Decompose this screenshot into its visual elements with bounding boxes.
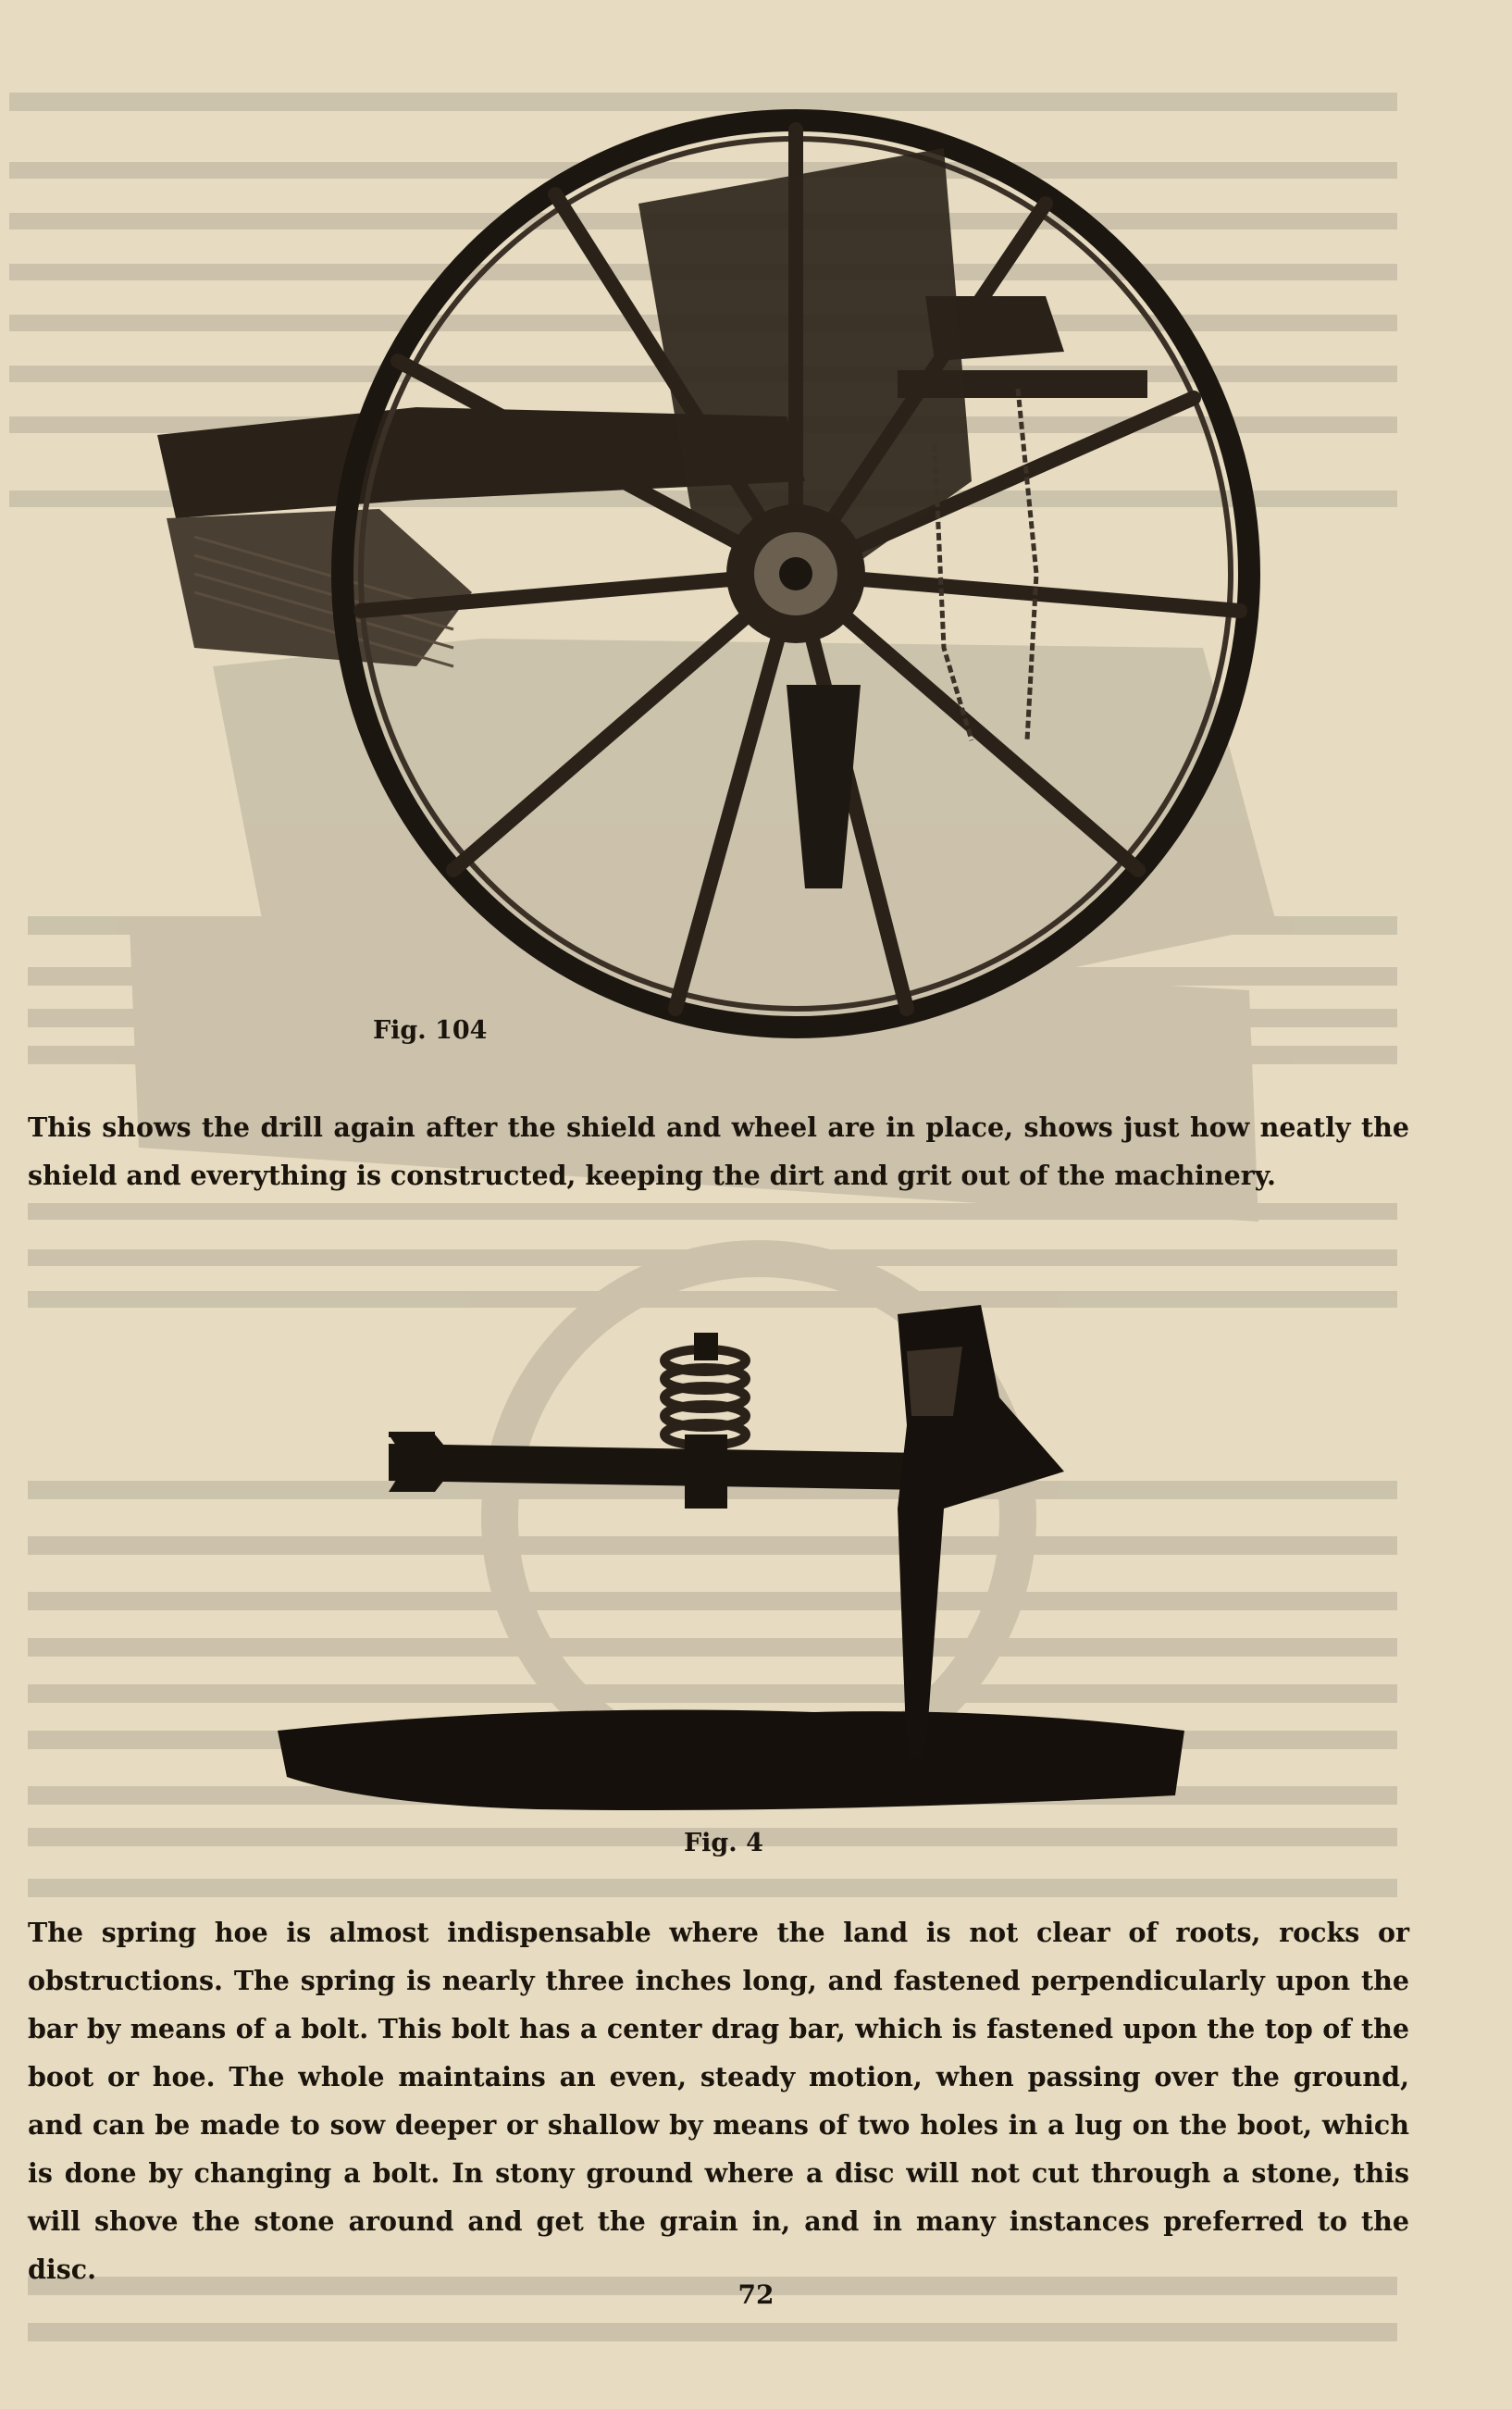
figure-104-caption: Fig. 104 [373,1016,488,1045]
figure-104-description: This shows the drill again after the shield and wheel are in place, shows just how neatly the shield and everything is constructed, keeping the dirt and grit out of the machinery. [28,1111,1409,1191]
figure-4-caption: Fig. 4 [684,1829,763,1857]
drill-wheel-illustration [139,93,1268,1055]
spring-hoe-description: The spring hoe is almost indispensable where the land is not clear of roots, rocks or obstructions. The spring is nearly three inches long, and fastened perpendicularly upon the bar by means of a bolt. This bolt has a center drag bar, which is fastened upon the top of the boot or hoe. The whole maintains an even, steady motion, when passing over the ground, and can be made to sow deeper or shallow by means of two holes in a lug on the boot, which is done by changing a bolt. In stony ground where a disc will not cut through a stone, this will shove the stone around and get the grain in, and in many instances preferred to the disc. [28,1917,1409,2285]
spring-hoe-illustration [259,1296,1203,1823]
page-number: 72 [737,2279,775,2310]
